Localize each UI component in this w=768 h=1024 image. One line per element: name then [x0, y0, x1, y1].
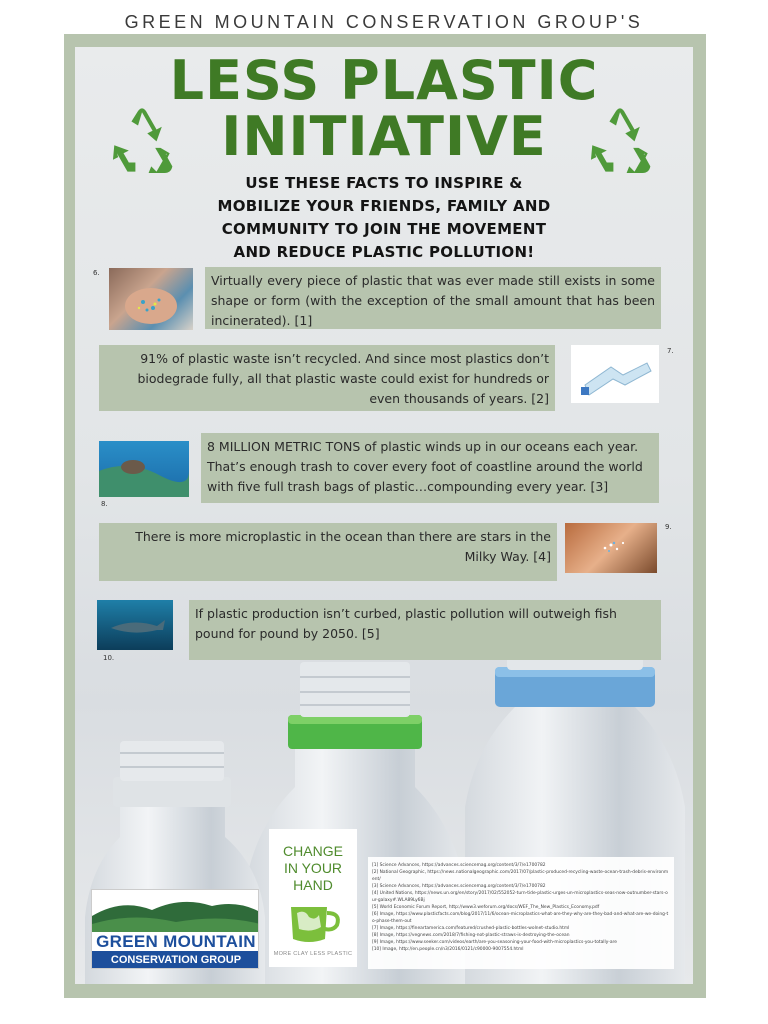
reference-item: [5] World Economic Forum Report, http://www3.weforum.org/docs/WEF_The_New_Plastics_Economy.pdf	[372, 905, 600, 910]
reference-item: [6] Image, https://www.plasticfacts.com/blog/2017/11/6/ocean-microplastics-what-are-they-why-are-they-bad-and-what-are-we-doing-to-phase-them-out	[372, 912, 669, 924]
image-ref-tag: 7.	[667, 347, 674, 355]
subhead-line: COMMUNITY TO JOIN THE MOVEMENT	[221, 220, 547, 238]
headline-line1: LESS PLASTIC	[169, 49, 599, 112]
fact-4: There is more microplastic in the ocean than there are stars in the Milky Way. [4]	[99, 523, 557, 581]
recycle-icon	[109, 107, 175, 173]
reference-item: [10] Image, http://en.people.cn/n3/2016/0121/c90000-9007554.html	[372, 947, 524, 952]
fact-5: If plastic production isn’t curbed, plastic pollution will outweigh fish pound for pound by 2050. [5]	[189, 600, 661, 660]
fact-2: 91% of plastic waste isn’t recycled. And since most plastics don’t biodegrade fully, all that plastic waste could exist for hundreds or even thousands of years. [2]	[99, 345, 555, 411]
subhead-line: MOBILIZE YOUR FRIENDS, FAMILY AND	[217, 197, 551, 215]
reference-item: [7] Image, https://fineartamerica.com/featured/crushed-plastic-bottles-wolnet-studio.html	[372, 926, 570, 931]
image-ref-tag: 8.	[101, 500, 108, 508]
reference-item: [8] Image, https://vegnews.com/2018/7/fishing-not-plastic-straws-is-destroying-the-ocean	[372, 933, 570, 938]
fact-1: Virtually every piece of plastic that was ever made still exists in some shape or form (with the exception of the small amount that has been incinerated). [1]	[205, 267, 661, 329]
shark-ocean-image	[97, 600, 173, 650]
ocean-net-image	[99, 441, 189, 497]
reference-item: [2] National Geographic, https://news.nationalgeographic.com/2017/07/plastic-produced-recycling-waste-ocean-trash-debris-environment/	[372, 870, 669, 882]
change-logo-text	[269, 843, 357, 894]
change-in-your-hand-logo	[269, 829, 357, 967]
gm-logo-line2: CONSERVATION GROUP	[92, 951, 259, 969]
image-ref-tag: 6.	[93, 269, 100, 277]
change-line: CHANGE	[283, 843, 343, 859]
gm-logo-line1: GREEN MOUNTAIN	[96, 932, 256, 951]
subhead-line: USE THESE FACTS TO INSPIRE &	[245, 174, 523, 192]
reference-item: [9] Image, https://www.seeker.com/videos/earth/are-you-seasoning-your-food-with-microplastics-you-totally-are	[372, 940, 617, 945]
org-title: GREEN MOUNTAIN CONSERVATION GROUP'S	[124, 12, 644, 32]
poster-panel	[75, 47, 693, 984]
references-box	[368, 857, 674, 969]
globe-mug-icon	[287, 899, 343, 945]
mountain-icon	[92, 890, 259, 932]
subhead-line: AND REDUCE PLASTIC POLLUTION!	[233, 243, 535, 261]
reference-item: [3] Science Advances, https://advances.sciencemag.org/content/3/7/e1700782	[372, 884, 546, 889]
microplastics-hand-image	[109, 268, 193, 330]
headline-line2: INITIATIVE	[221, 105, 547, 168]
crushed-bottle-image	[571, 345, 659, 403]
image-ref-tag: 9.	[665, 523, 672, 531]
recycle-icon	[587, 107, 653, 173]
change-line: HAND	[293, 877, 333, 893]
fact-3: 8 MILLION METRIC TONS of plastic winds up in our oceans each year. That’s enough trash to cover every foot of coastline around the world with five full trash bags of plastic…compounding every year. [3]	[201, 433, 659, 503]
change-logo-footer: MORE CLAY LESS PLASTIC	[273, 951, 353, 957]
change-line: IN YOUR	[283, 860, 343, 876]
green-mountain-logo	[91, 889, 259, 969]
image-ref-tag: 10.	[103, 654, 115, 662]
microplastic-finger-image	[565, 523, 657, 573]
subheading	[185, 172, 583, 264]
reference-item: [1] Science Advances, https://advances.sciencemag.org/content/3/7/e1700782	[372, 863, 546, 868]
reference-item: [4] United Nations, https://news.un.org/en/story/2017/02/552052-turn-tide-plastic-urges-un-microplastics-seas-now-outnumber-stars-our-galaxy#.WLA89Ly6Bj	[372, 891, 668, 903]
